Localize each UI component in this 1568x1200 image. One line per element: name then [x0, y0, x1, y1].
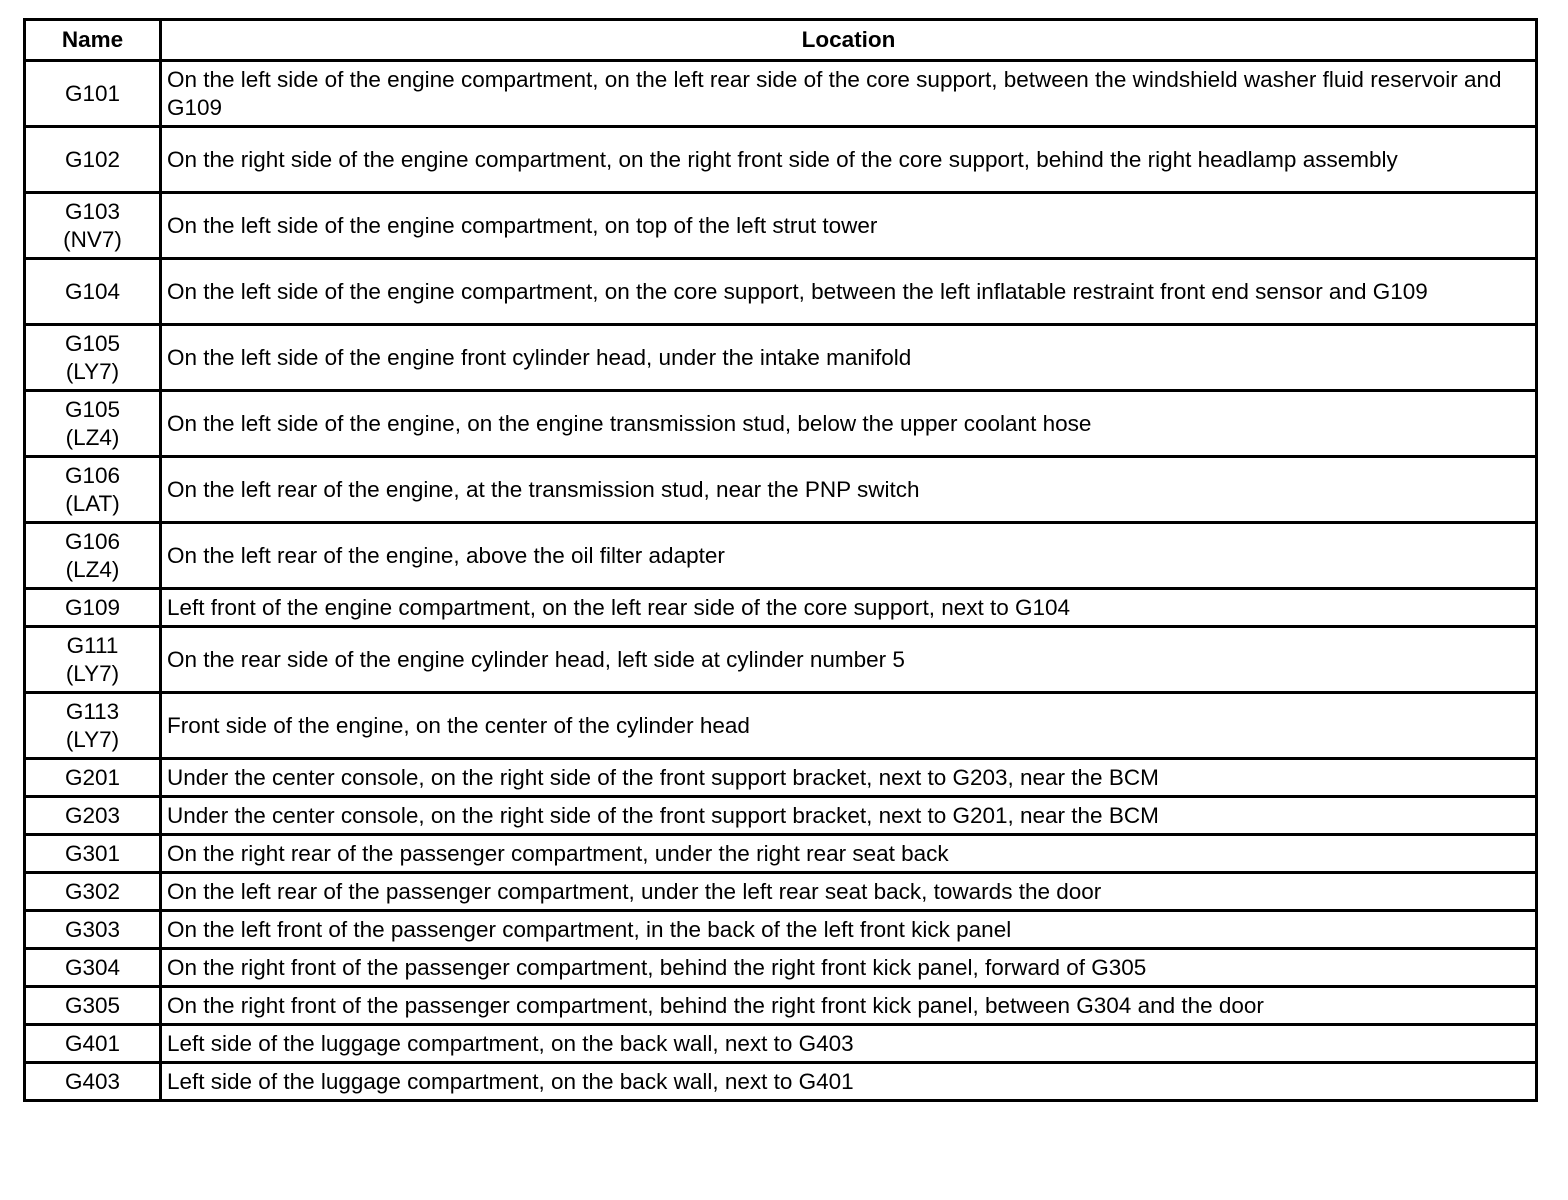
ground-location-cell: Front side of the engine, on the center of the cylinder head — [161, 693, 1537, 759]
ground-location-cell: On the left rear of the engine, at the transmission stud, near the PNP switch — [161, 457, 1537, 523]
ground-name-cell — [25, 1025, 161, 1063]
ground-option-code: (LAT) — [65, 490, 120, 516]
table-row — [25, 835, 1537, 873]
ground-name: G303 — [64, 916, 121, 942]
ground-name: G403 — [64, 1068, 121, 1094]
ground-name-cell — [25, 523, 161, 589]
ground-location-cell: On the right front of the passenger compartment, behind the right front kick panel, forward of G305 — [161, 949, 1537, 987]
ground-name-cell — [25, 911, 161, 949]
ground-name: G103 — [64, 198, 121, 224]
ground-option-code: (LY7) — [65, 660, 120, 686]
ground-option-code: (LY7) — [65, 358, 120, 384]
ground-name: G201 — [64, 764, 121, 790]
name-column-header: Name — [25, 20, 161, 61]
table-row — [25, 987, 1537, 1025]
ground-location-cell: Left side of the luggage compartment, on the back wall, next to G403 — [161, 1025, 1537, 1063]
table-row — [25, 523, 1537, 589]
table-row — [25, 193, 1537, 259]
ground-name: G401 — [64, 1030, 121, 1056]
ground-name: G106 — [64, 528, 121, 554]
location-column-header: Location — [161, 20, 1537, 61]
table-row — [25, 693, 1537, 759]
ground-name-cell — [25, 61, 161, 127]
ground-name-cell — [25, 835, 161, 873]
table-row — [25, 797, 1537, 835]
table-row — [25, 1063, 1537, 1101]
ground-name: G304 — [64, 954, 121, 980]
table-row — [25, 325, 1537, 391]
table-row — [25, 391, 1537, 457]
ground-location-cell: On the rear side of the engine cylinder head, left side at cylinder number 5 — [161, 627, 1537, 693]
ground-name: G109 — [64, 594, 121, 620]
table-row — [25, 61, 1537, 127]
ground-option-code: (LY7) — [65, 726, 120, 752]
ground-location-cell: On the left side of the engine compartment, on the left rear side of the core support, between the windshield washer fluid reservoir and G109 — [161, 61, 1537, 127]
table-row — [25, 627, 1537, 693]
ground-name-cell — [25, 127, 161, 193]
ground-location-cell: Under the center console, on the right side of the front support bracket, next to G201, near the BCM — [161, 797, 1537, 835]
ground-location-cell: On the left rear of the engine, above the oil filter adapter — [161, 523, 1537, 589]
ground-name-cell — [25, 949, 161, 987]
ground-name-cell — [25, 193, 161, 259]
ground-name-cell — [25, 325, 161, 391]
header-row — [25, 20, 1537, 61]
ground-name-cell — [25, 987, 161, 1025]
ground-option-code: (LZ4) — [65, 556, 120, 582]
ground-name-cell — [25, 391, 161, 457]
ground-location-cell: On the right front of the passenger compartment, behind the right front kick panel, between G304 and the door — [161, 987, 1537, 1025]
ground-option-code: (NV7) — [63, 226, 122, 252]
table-row — [25, 127, 1537, 193]
table-row — [25, 457, 1537, 523]
ground-location-cell: On the left front of the passenger compartment, in the back of the left front kick panel — [161, 911, 1537, 949]
ground-name: G105 — [64, 396, 121, 422]
ground-location-cell: On the left side of the engine, on the engine transmission stud, below the upper coolant hose — [161, 391, 1537, 457]
table-row — [25, 873, 1537, 911]
ground-option-code: (LZ4) — [65, 424, 120, 450]
ground-location-cell: On the left rear of the passenger compartment, under the left rear seat back, towards the door — [161, 873, 1537, 911]
ground-name: G102 — [64, 146, 121, 172]
ground-name-cell — [25, 627, 161, 693]
ground-location-cell: On the left side of the engine compartment, on top of the left strut tower — [161, 193, 1537, 259]
ground-location-cell: On the left side of the engine front cylinder head, under the intake manifold — [161, 325, 1537, 391]
ground-name-cell — [25, 797, 161, 835]
ground-name: G203 — [64, 802, 121, 828]
table-row — [25, 259, 1537, 325]
table-row — [25, 1025, 1537, 1063]
ground-location-cell: On the left side of the engine compartment, on the core support, between the left inflatable restraint front end sensor and G109 — [161, 259, 1537, 325]
ground-name: G106 — [64, 462, 121, 488]
ground-name: G105 — [64, 330, 121, 356]
ground-locations-table — [23, 18, 1538, 1102]
ground-name: G302 — [64, 878, 121, 904]
ground-name-cell — [25, 457, 161, 523]
ground-location-cell: Under the center console, on the right side of the front support bracket, next to G203, near the BCM — [161, 759, 1537, 797]
ground-name: G111 — [66, 632, 119, 658]
ground-location-cell: On the right rear of the passenger compartment, under the right rear seat back — [161, 835, 1537, 873]
table-row — [25, 949, 1537, 987]
ground-location-cell: Left front of the engine compartment, on the left rear side of the core support, next to G104 — [161, 589, 1537, 627]
ground-name-cell — [25, 259, 161, 325]
ground-name: G101 — [64, 80, 121, 106]
table-row — [25, 589, 1537, 627]
ground-name: G301 — [64, 840, 121, 866]
ground-name-cell — [25, 693, 161, 759]
ground-name-cell — [25, 759, 161, 797]
ground-location-cell: Left side of the luggage compartment, on the back wall, next to G401 — [161, 1063, 1537, 1101]
table-row — [25, 911, 1537, 949]
ground-name: G113 — [65, 698, 120, 724]
ground-name-cell — [25, 1063, 161, 1101]
ground-name: G305 — [64, 992, 121, 1018]
ground-name: G104 — [64, 278, 121, 304]
table-row — [25, 759, 1537, 797]
ground-name-cell — [25, 589, 161, 627]
ground-name-cell — [25, 873, 161, 911]
ground-location-cell: On the right side of the engine compartment, on the right front side of the core support, behind the right headlamp assembly — [161, 127, 1537, 193]
